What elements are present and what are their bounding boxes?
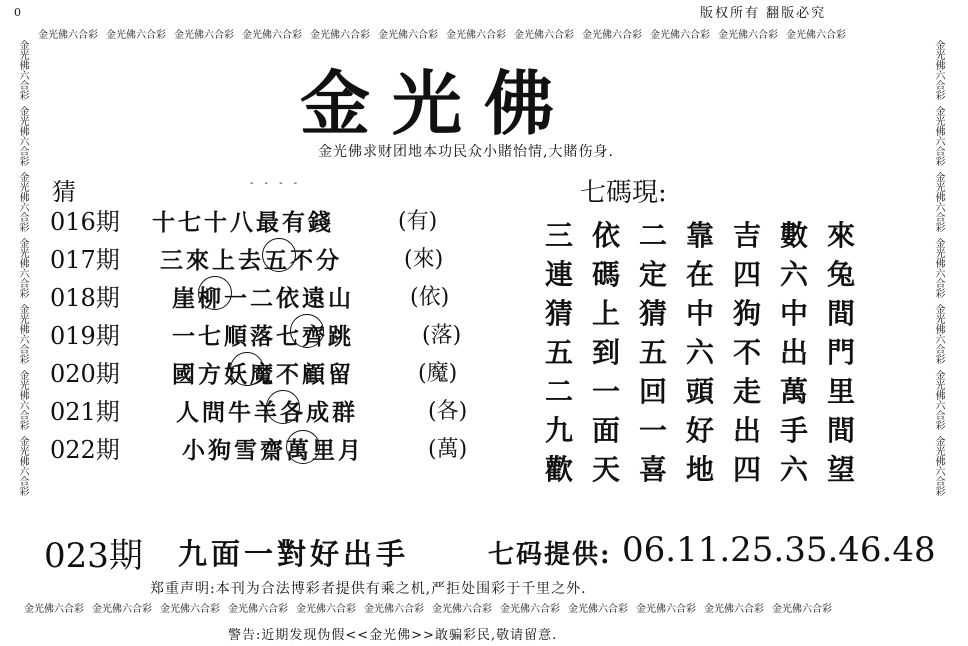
watermark-text: 金光佛六合彩 [296, 604, 356, 615]
grid-cell: 面 [592, 414, 621, 447]
grid-cell: 四 [733, 258, 762, 291]
grid-cell: 來 [827, 219, 856, 252]
grid-cell: 里 [827, 375, 856, 408]
grid-row [545, 370, 875, 409]
grid-cell: 喜 [639, 453, 668, 486]
riddle-row [50, 276, 490, 314]
watermark-text: 金光佛六合彩 [24, 604, 84, 615]
watermark-text: 金光佛六合彩 [106, 30, 166, 41]
watermark-text: 金光佛六合彩 [568, 604, 628, 615]
current-period: 023期 [44, 536, 143, 576]
watermark-text: 金光佛六合彩 [933, 436, 944, 496]
riddle-answer: (魔) [418, 361, 458, 386]
corner-mark: 0 [14, 6, 21, 19]
riddle-row [50, 200, 490, 238]
watermark-text: 金光佛六合彩 [242, 30, 302, 41]
watermark-text: 金光佛六合彩 [17, 172, 28, 232]
riddle-answer: (落) [422, 323, 462, 348]
riddle-phrase: 崖柳一二依遠山 [172, 285, 354, 312]
watermark-text: 金光佛六合彩 [650, 30, 710, 41]
grid-cell: 九 [545, 414, 574, 447]
grid-cell: 上 [592, 297, 621, 330]
riddle-row [50, 352, 490, 390]
watermark-text: 金光佛六合彩 [500, 604, 560, 615]
watermark-text: 金光佛六合彩 [17, 370, 28, 430]
watermark-text: 金光佛六合彩 [17, 106, 28, 166]
watermark-text: 金光佛六合彩 [933, 172, 944, 232]
watermark-text: 金光佛六合彩 [432, 604, 492, 615]
grid-cell: 萬 [780, 375, 809, 408]
riddle-answer: (各) [428, 399, 468, 424]
watermark-border-top [38, 26, 918, 41]
watermark-text: 金光佛六合彩 [17, 436, 28, 496]
grid-cell: 好 [686, 414, 715, 447]
slogan: 金光佛求财团地本功民众小賭怡情,大賭伤身. [318, 144, 614, 160]
grid-cell: 連 [545, 258, 574, 291]
highlight-circle [230, 352, 264, 386]
grid-cell: 間 [827, 297, 856, 330]
watermark-text: 金光佛六合彩 [446, 30, 506, 41]
period-label: 018期 [50, 284, 120, 312]
watermark-text: 金光佛六合彩 [718, 30, 778, 41]
period-label: 019期 [50, 322, 120, 350]
watermark-text: 金光佛六合彩 [92, 604, 152, 615]
riddle-phrase: 三來上去五不分 [160, 247, 342, 274]
grid-row [545, 409, 875, 448]
watermark-text: 金光佛六合彩 [636, 604, 696, 615]
riddle-phrase: 小狗雪齋萬里月 [182, 437, 364, 464]
grid-row [545, 331, 875, 370]
grid-cell: 二 [545, 375, 574, 408]
highlight-circle [290, 314, 324, 348]
riddle-phrase: 十七十八最有錢 [152, 209, 334, 236]
highlight-circle [262, 238, 296, 272]
grid-cell: 五 [545, 336, 574, 369]
riddle-answer: (依) [410, 285, 450, 310]
grid-cell: 走 [733, 375, 762, 408]
watermark-text: 金光佛六合彩 [933, 106, 944, 166]
seven-code-title: 七碼現: [580, 178, 667, 208]
riddle-phrase: 國方妖魔不顧留 [172, 361, 354, 388]
highlight-circle [286, 430, 320, 464]
grid-cell: 地 [686, 453, 715, 486]
grid-cell: 天 [592, 453, 621, 486]
highlight-circle [266, 390, 300, 424]
page-title: 金光佛 [300, 62, 576, 145]
current-phrase: 九面一對好出手 [178, 537, 410, 571]
watermark-text: 金光佛六合彩 [228, 604, 288, 615]
highlight-circle [198, 276, 232, 310]
watermark-border-right [930, 40, 946, 600]
watermark-text: 金光佛六合彩 [786, 30, 846, 41]
watermark-text: 金光佛六合彩 [933, 40, 944, 100]
riddle-answer: (萬) [428, 437, 468, 462]
grid-cell: 猜 [639, 297, 668, 330]
grid-cell: 到 [592, 336, 621, 369]
seven-code-grid [545, 214, 875, 487]
period-label: 022期 [50, 436, 120, 464]
period-label: 017期 [50, 246, 120, 274]
grid-cell: 依 [592, 219, 621, 252]
grid-cell: 狗 [733, 297, 762, 330]
grid-cell: 二 [639, 219, 668, 252]
grid-cell: 三 [545, 219, 574, 252]
watermark-text: 金光佛六合彩 [933, 304, 944, 364]
riddle-phrase: 一七順落七齊跳 [172, 323, 354, 350]
grid-cell: 六 [686, 336, 715, 369]
grid-cell: 六 [780, 258, 809, 291]
watermark-text: 金光佛六合彩 [582, 30, 642, 41]
watermark-text: 金光佛六合彩 [310, 30, 370, 41]
grid-cell: 靠 [686, 219, 715, 252]
grid-row [545, 448, 875, 487]
grid-cell: 歡 [545, 453, 574, 486]
grid-cell: 回 [639, 375, 668, 408]
disclaimer: 郑重声明:本刊为合法博彩者提供有乘之机,严拒处围彩于千里之外. [150, 581, 587, 597]
grid-cell: 門 [827, 336, 856, 369]
grid-cell: 定 [639, 258, 668, 291]
watermark-border-left [14, 40, 30, 600]
period-label: 016期 [50, 208, 120, 236]
grid-row [545, 253, 875, 292]
dash-marks: - - - - [250, 178, 302, 189]
riddle-row [50, 390, 490, 428]
grid-cell: 間 [827, 414, 856, 447]
grid-cell: 一 [592, 375, 621, 408]
watermark-text: 金光佛六合彩 [174, 30, 234, 41]
grid-cell: 頭 [686, 375, 715, 408]
grid-cell: 中 [780, 297, 809, 330]
riddle-phrase: 人問牛羊各成群 [176, 399, 358, 426]
seven-code-numbers: 06.11.25.35.46.48 [622, 530, 936, 570]
grid-cell: 不 [733, 336, 762, 369]
grid-cell: 望 [827, 453, 856, 486]
riddle-row [50, 428, 490, 466]
watermark-text: 金光佛六合彩 [17, 238, 28, 298]
watermark-border-bottom [24, 600, 939, 615]
seven-code-label: 七码提供: [488, 540, 612, 570]
grid-cell: 數 [780, 219, 809, 252]
watermark-text: 金光佛六合彩 [514, 30, 574, 41]
grid-cell: 碼 [592, 258, 621, 291]
watermark-text: 金光佛六合彩 [17, 304, 28, 364]
watermark-text: 金光佛六合彩 [38, 30, 98, 41]
warning-notice: 警告:近期发现伪假<<金光佛>>敢骗彩民,敬请留意. [228, 628, 558, 643]
period-label: 021期 [50, 398, 120, 426]
watermark-text: 金光佛六合彩 [364, 604, 424, 615]
grid-cell: 出 [780, 336, 809, 369]
riddle-answer: (來) [404, 247, 444, 272]
riddle-row [50, 314, 490, 352]
watermark-text: 金光佛六合彩 [378, 30, 438, 41]
watermark-text: 金光佛六合彩 [704, 604, 764, 615]
watermark-text: 金光佛六合彩 [17, 40, 28, 100]
copyright-notice: 版权所有 翻版必究 [700, 6, 827, 21]
grid-cell: 手 [780, 414, 809, 447]
watermark-text: 金光佛六合彩 [772, 604, 832, 615]
grid-cell: 四 [733, 453, 762, 486]
grid-cell: 猜 [545, 297, 574, 330]
grid-cell: 出 [733, 414, 762, 447]
riddle-answer: (有) [398, 209, 438, 234]
grid-cell: 中 [686, 297, 715, 330]
grid-cell: 在 [686, 258, 715, 291]
grid-cell: 兔 [827, 258, 856, 291]
grid-cell: 五 [639, 336, 668, 369]
watermark-text: 金光佛六合彩 [933, 370, 944, 430]
grid-row [545, 214, 875, 253]
grid-cell: 一 [639, 414, 668, 447]
riddle-row [50, 238, 490, 276]
riddle-list [50, 200, 490, 466]
grid-cell: 吉 [733, 219, 762, 252]
grid-cell: 六 [780, 453, 809, 486]
grid-row [545, 292, 875, 331]
watermark-text: 金光佛六合彩 [933, 238, 944, 298]
watermark-text: 金光佛六合彩 [160, 604, 220, 615]
guess-label: 猜 [52, 178, 76, 206]
period-label: 020期 [50, 360, 120, 388]
